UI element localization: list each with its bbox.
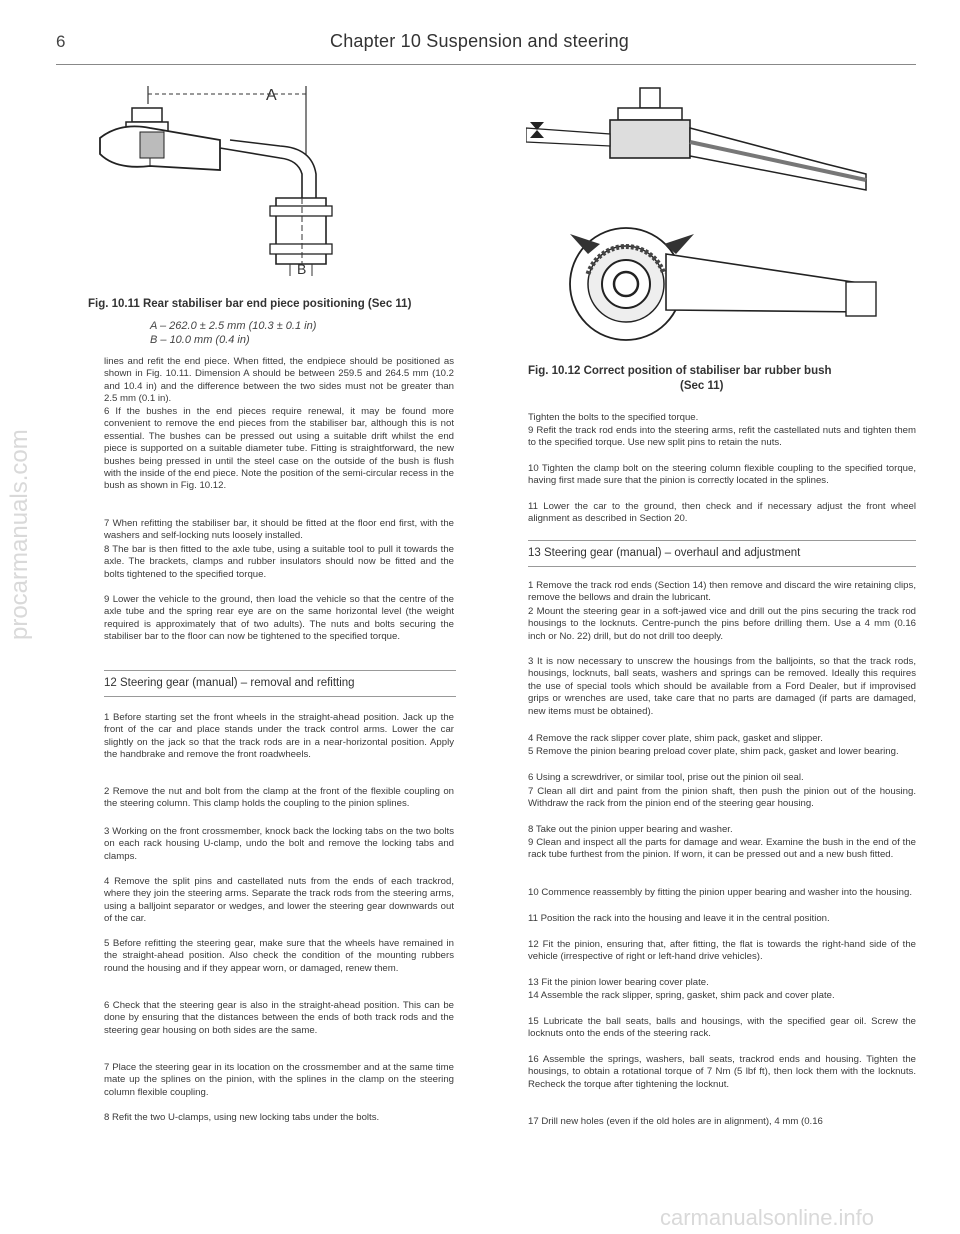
s13-paragraph-13: 13 Fit the pinion lower bearing cover plate. (528, 977, 709, 988)
s12-paragraph-7: 7 Place the steering gear in its location on the crossmember and at the same time mate up the splines on the pinion, with the splines in the clamp on the steering column flexible coupling. (104, 1062, 454, 1098)
paragraph-r10: 10 Tighten the clamp bolt on the steering column flexible coupling to the specified torque, having first made sure that the pinion is correctly located in the splines. (528, 463, 916, 487)
header-rule (56, 64, 916, 65)
watermark-side: procarmanuals.com (6, 429, 33, 640)
s13-paragraph-7: 7 Clean all dirt and paint from the pinion shaft, then push the pinion out of the housing. Withdraw the rack from the pinion end of the steering gear housing. (528, 786, 916, 810)
s13-paragraph-5: 5 Remove the pinion bearing preload cover plate, shim pack, gasket and lower bearing. (528, 746, 899, 757)
s13-paragraph-2: 2 Mount the steering gear in a soft-jawed vice and drill out the pins securing the track rod housings to the locknuts. Centre-punch the pins before drilling them. Use a 4 mm (0.16 inch or No. 22) drill, but do not drill too deeply. (528, 606, 916, 642)
s13-paragraph-14: 14 Assemble the rack slipper, spring, gasket, shim pack and cover plate. (528, 990, 835, 1001)
paragraph-end-piece: lines and refit the end piece. When fitted, the endpiece should be positioned as shown in Fig. 10.11. Dimension A should be between 259.5 and 264.5 mm (10.2 and 10.4 in) and the difference between the two sides must not be greater than 2.5 mm (0.1 in). (104, 356, 454, 405)
section-13-rule-top (528, 540, 916, 541)
label-a: A (266, 87, 277, 104)
s13-paragraph-12: 12 Fit the pinion, ensuring that, after fitting, the flat is towards the right-hand side of the vehicle (irrespective of right or left-hand drive vehicles). (528, 939, 916, 963)
s13-paragraph-16: 16 Assemble the springs, washers, ball seats, trackrod ends and housing. Tighten the housings, to obtain a rotational torque of 7 Nm (5 lbf ft), then lock them with the locknuts. Recheck the torque after tightening the locknut. (528, 1054, 916, 1090)
paragraph-tighten: Tighten the bolts to the specified torque. (528, 412, 699, 423)
paragraph-8: 8 The bar is then fitted to the axle tube, using a suitable tool to pull it towards the axle. The brackets, clamps and rubber insulators should now be fitted and the bolts tightened to the specified torque. (104, 544, 454, 580)
s13-paragraph-15: 15 Lubricate the ball seats, balls and housings, with the specified gear oil. Screw the locknuts onto the ends of the steering rack. (528, 1016, 916, 1040)
s13-paragraph-11: 11 Position the rack into the housing and leave it in the central position. (528, 913, 830, 924)
s13-paragraph-9: 9 Clean and inspect all the parts for damage and wear. Examine the bush in the end of the rack tube furthest from the pinion. If worn, it can be pressed out and a new bush fitted. (528, 837, 916, 861)
s13-paragraph-1: 1 Remove the track rod ends (Section 14) then remove and discard the wire retaining clips, remove the bellows and drain the lubricant. (528, 580, 916, 604)
s13-paragraph-3: 3 It is now necessary to unscrew the housings from the balljoints, so that the track rods, housings, locknuts, ball seats, washers and springs can be removed. Ideally this requires the use of special tools which should be available from a Ford Dealer, but if improvised grips or wrenches are used, take care that no parts are damaged (if parts are damaged, new items must be obtained). (528, 656, 916, 717)
s13-paragraph-6: 6 Using a screwdriver, or similar tool, prise out the pinion oil seal. (528, 772, 804, 783)
paragraph-6: 6 If the bushes in the end pieces require renewal, it may be found more convenient to remove the end pieces from the stabiliser bar, although this is not essential. The bushes can be pressed out using a suitable drift whilst the end piece is supported on a suitable diameter tube. Fitting is straightforward, the new bushes being pressed in until the steel case on the outside of the bush is flush with the inside of the end piece. Note the position of the semi-circular recess in the bush as shown in Fig. 10.12. (104, 406, 454, 492)
label-b: B (297, 261, 307, 277)
s13-paragraph-8: 8 Take out the pinion upper bearing and washer. (528, 824, 733, 835)
s13-paragraph-10: 10 Commence reassembly by fitting the pinion upper bearing and washer into the housing. (528, 887, 912, 898)
figure-stabiliser-end-piece (80, 78, 420, 278)
paragraph-r9: 9 Refit the track rod ends into the steering arms, refit the castellated nuts and tighten them to the specified torque. Use new split pins to retain the nuts. (528, 425, 916, 449)
figure-caption-left: Fig. 10.11 Rear stabiliser bar end piece positioning (Sec 11) (88, 298, 412, 310)
figure-caption-right-line2: (Sec 11) (680, 380, 724, 392)
page-number: 6 (56, 32, 66, 51)
dimension-a: A – 262.0 ± 2.5 mm (10.3 ± 0.1 in) (150, 320, 317, 332)
section-12-rule-bottom (104, 696, 456, 697)
s12-paragraph-8: 8 Refit the two U-clamps, using new locking tabs under the bolts. (104, 1112, 380, 1123)
s12-paragraph-2: 2 Remove the nut and bolt from the clamp at the front of the flexible coupling on the steering column. This clamp holds the coupling to the pinion splines. (104, 786, 454, 810)
page-header (56, 22, 916, 62)
paragraph-r11: 11 Lower the car to the ground, then check and if necessary adjust the front wheel alignment as described in Section 20. (528, 501, 916, 525)
figure-caption-right-line1: Fig. 10.12 Correct position of stabiliser bar rubber bush (528, 365, 832, 377)
watermark-bottom: carmanualsonline.info (660, 1205, 875, 1230)
chapter-title: Chapter 10 Suspension and steering (330, 31, 630, 51)
figure-rubber-bush (526, 84, 916, 349)
paragraph-7: 7 When refitting the stabiliser bar, it should be fitted at the floor end first, with the washers and self-locking nuts loosely installed. (104, 518, 454, 542)
s12-paragraph-1: 1 Before starting set the front wheels in the straight-ahead position. Jack up the front of the car and place stands under the track control arms. Lower the car slightly on the jack so that the track rods are in a near-horizontal position. Apply the handbrake and remove the front roadwheels. (104, 712, 454, 761)
paragraph-9: 9 Lower the vehicle to the ground, then load the vehicle so that the centre of the axle tube and the spring rear eye are on the same horizontal level (the weight required is approximately that of two adults). The nuts and bolts securing the stabiliser bar to the floor can now be tightened to the specified torque. (104, 594, 454, 643)
section-12-heading: 12 Steering gear (manual) – removal and refitting (104, 677, 355, 689)
s12-paragraph-3: 3 Working on the front crossmember, knock back the locking tabs on the two bolts on each rack housing U-clamp, undo the bolt and remove the locking tabs and clamps. (104, 826, 454, 862)
section-12-rule-top (104, 670, 456, 671)
s13-paragraph-17: 17 Drill new holes (even if the old holes are in alignment), 4 mm (0.16 (528, 1116, 823, 1127)
s13-paragraph-4: 4 Remove the rack slipper cover plate, shim pack, gasket and slipper. (528, 733, 823, 744)
s12-paragraph-4: 4 Remove the split pins and castellated nuts from the ends of each trackrod, where they join the steering arms. Separate the track rods from the steering arms, using a balljoint separator or wedges, and lower the steering gear downwards out of the car. (104, 876, 454, 925)
dimension-b: B – 10.0 mm (0.4 in) (150, 334, 250, 346)
section-13-rule-bottom (528, 566, 916, 567)
s12-paragraph-6: 6 Check that the steering gear is also in the straight-ahead position. This can be done by ensuring that the distances between the ends of both track rods and the steering gear housing on both sides are the same. (104, 1000, 454, 1036)
s12-paragraph-5: 5 Before refitting the steering gear, make sure that the wheels have remained in the straight-ahead position. Also check the condition of the mounting rubbers round the housing and if they appear worn, or damaged, renew them. (104, 938, 454, 974)
section-13-heading: 13 Steering gear (manual) – overhaul and adjustment (528, 547, 801, 559)
